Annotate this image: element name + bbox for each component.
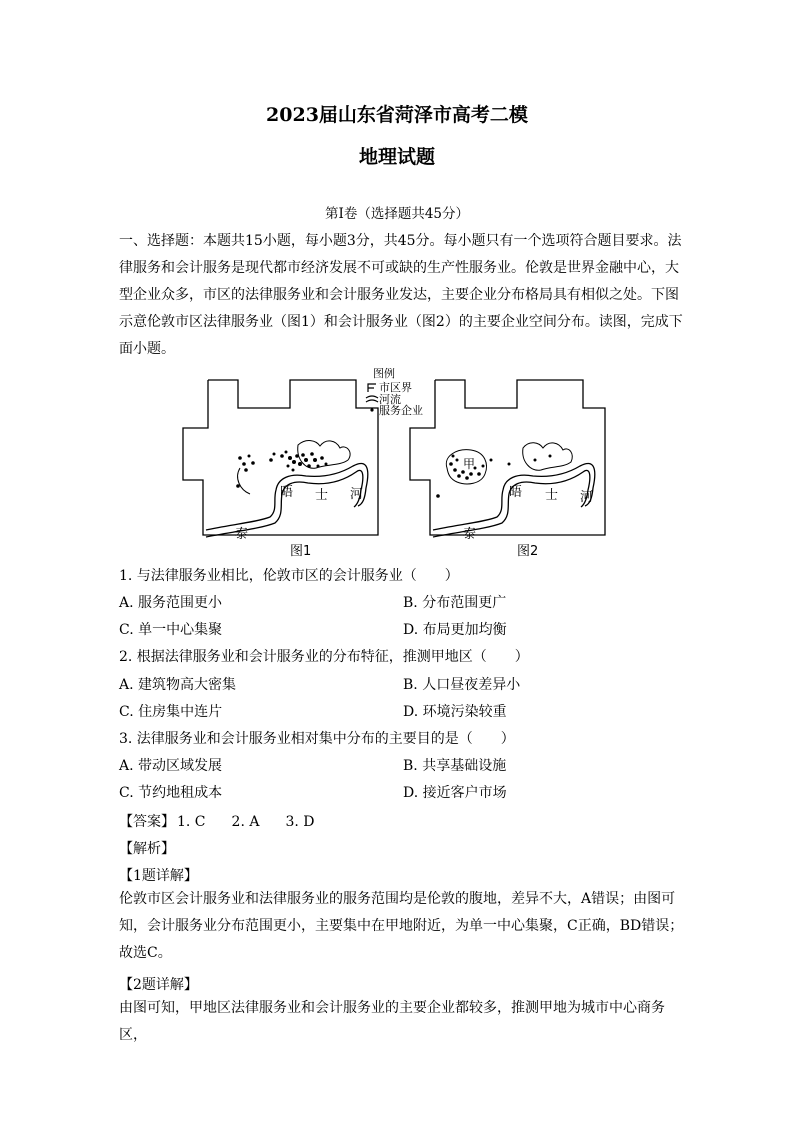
- q3-option-d[interactable]: D. 接近客户市场: [403, 785, 507, 801]
- legend-service: 服务企业: [379, 404, 423, 417]
- map2-river-label-3: 河: [580, 490, 594, 505]
- legend-point-icon: [370, 408, 373, 411]
- map1-river-label-2: 士: [315, 488, 329, 503]
- page-subtitle: 地理试题: [358, 146, 435, 168]
- q3-option-b[interactable]: B. 共享基础设施: [403, 758, 507, 774]
- map-1: [183, 380, 378, 559]
- map1-river-bank: [206, 470, 363, 537]
- legend-title: 图例: [373, 367, 395, 380]
- detail-1-label: 【1题详解】: [119, 868, 198, 884]
- fig2-caption: 图2: [517, 544, 539, 559]
- question-passage: [119, 228, 685, 363]
- map2-cluster-outline: [523, 443, 573, 471]
- answer-line: [119, 811, 341, 831]
- q2-option-a[interactable]: A. 建筑物高大密集: [119, 677, 237, 693]
- question-1-stem: 1. 与法律服务业相比，伦敦市区的会计服务业（ ）: [119, 568, 459, 584]
- q1-option-d[interactable]: D. 布局更加均衡: [403, 622, 507, 638]
- detail-2-label: 【2题详解】: [119, 977, 198, 993]
- answer-label: 【答案】: [119, 814, 175, 830]
- legend-river: 河流: [379, 393, 401, 406]
- q1-option-b[interactable]: B. 分布范围更广: [403, 595, 507, 611]
- q2-option-c[interactable]: C. 住房集中连片: [119, 704, 223, 720]
- map2-river-label-2: 士: [545, 488, 559, 503]
- map2-river-bank: [433, 470, 590, 537]
- q3-option-a[interactable]: A. 带动区域发展: [119, 758, 223, 774]
- analysis-label: 【解析】: [119, 841, 175, 857]
- map1-river-label-3: 河: [350, 487, 364, 502]
- map1-left-arc: [238, 468, 250, 494]
- answer-2: 2. A: [231, 814, 260, 830]
- q3-option-c[interactable]: C. 节约地租成本: [119, 785, 223, 801]
- q1-option-a[interactable]: A. 服务范围更小: [119, 595, 223, 611]
- map-legend: [366, 366, 423, 417]
- map1-river-label-1: 晤: [280, 485, 294, 500]
- legend-river-icon: [366, 396, 378, 402]
- answer-1: 1. C: [177, 814, 206, 830]
- question-2-stem: 2. 根据法律服务业和会计服务业的分布特征，推测甲地区（ ）: [119, 649, 529, 665]
- map2-bottom-label: 泰: [463, 527, 477, 542]
- legend-boundary: 市区界: [379, 381, 412, 394]
- q2-option-b[interactable]: B. 人口昼夜差异小: [403, 677, 521, 693]
- map1-cluster-outline: [298, 441, 350, 469]
- map1-service-points: [236, 451, 327, 488]
- detail-2-text: 由图可知，甲地区法律服务业和会计服务业的主要企业都较多，推测甲地为城市中心商务区，: [119, 1000, 665, 1043]
- answer-3: 3. D: [285, 814, 315, 830]
- instructions: 一、选择题：本题共15小题，每小题3分，共45分。每小题只有一个选项符合题目要求。: [119, 233, 668, 249]
- q1-option-c[interactable]: C. 单一中心集聚: [119, 622, 223, 638]
- q2-option-d[interactable]: D. 环境污染较重: [403, 704, 507, 720]
- map-2: [410, 380, 605, 559]
- legend-boundary-icon: [368, 384, 376, 392]
- page-title: 2023届山东省菏泽市高考二模: [266, 104, 528, 126]
- question-3-stem: 3. 法律服务业和会计服务业相对集中分布的主要目的是（ ）: [119, 731, 515, 747]
- map2-area-label: 甲: [463, 457, 476, 471]
- map2-river-label-1: 晤: [509, 485, 523, 500]
- detail-1-text: 伦敦市区会计服务业和法律服务业的服务范围均是伦敦的腹地，差异不大，A错误；由图可知，会计服务业分布范围更小，主要集中在甲地附近，为单一中心集聚，C正确，BD错误；故选C。: [119, 891, 684, 961]
- passage-text: 法律服务和会计服务是现代都市经济发展不可或缺的生产性服务业。伦敦是世界金融中心，大型企业众多，市区的法律服务业和会计服务业发达，主要企业分布格局具有相似之处。下图示意伦敦市区法律服务业（图1）和会计服务业（图2）的主要企业空间分布。读图，完成下面小题。: [119, 233, 683, 357]
- section-header: 第Ⅰ卷（选择题共45分）: [324, 206, 469, 222]
- fig1-caption: 图1: [290, 544, 312, 559]
- map1-bottom-label: 泰: [235, 527, 249, 542]
- figure-london-maps: [178, 360, 638, 560]
